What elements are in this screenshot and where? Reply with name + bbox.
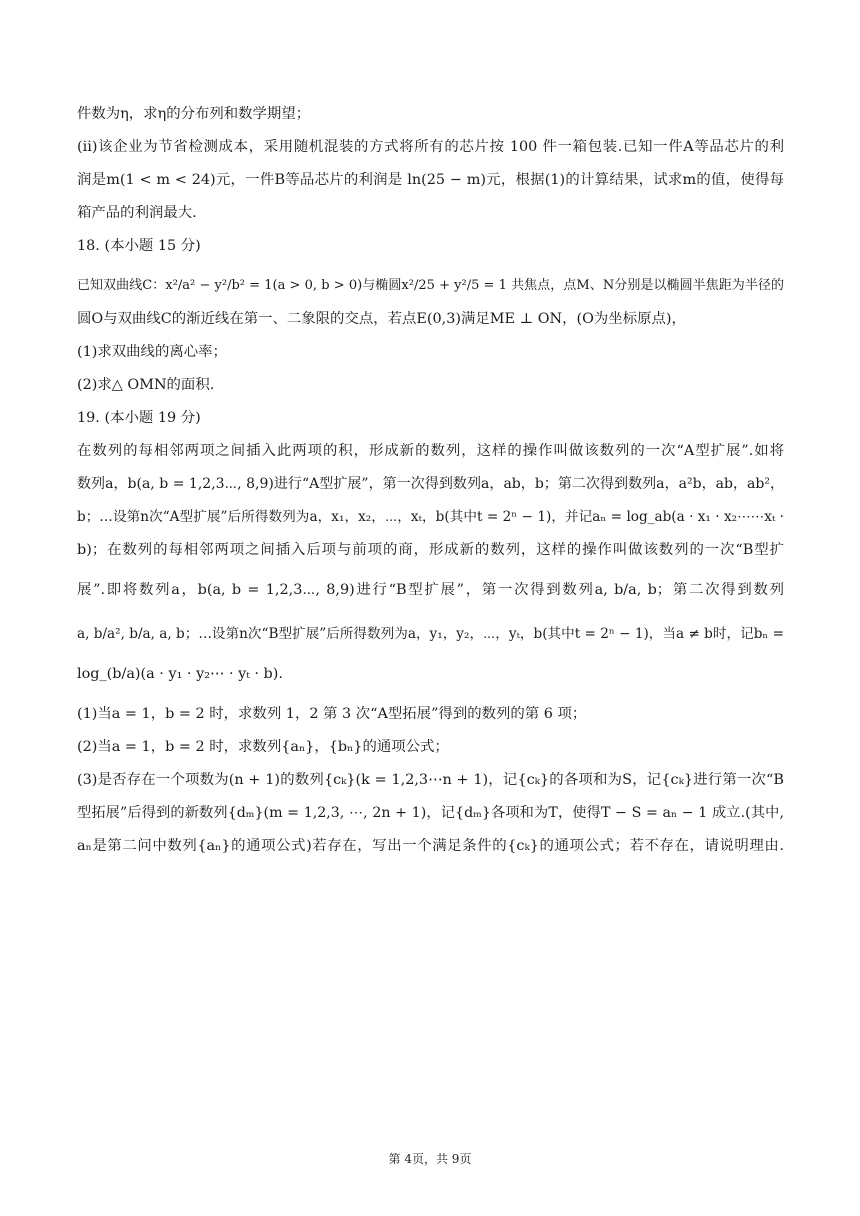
text-line-13: b；…设第n次“A型扩展”后所得数列为a，x₁，x₂，⋯，xₜ，b(其中t = 2ⁿ − 1)，并记aₙ = log_ab(a · x₁ · x₂⋯⋯xₜ · bbox=[77, 509, 784, 525]
text-line-14: b)；在数列的每相邻两项之间插入后项与前项的商，形成新的数列，这样的操作叫做该数列的一次“B型扩 bbox=[77, 542, 784, 558]
problem-18-heading: 18. (本小题 15 分) bbox=[77, 238, 201, 254]
text-line-7: 圆O与双曲线C的渐近线在第一、二象限的交点，若点E(0,3)满足ME ⊥ ON，(O为坐标原点)， bbox=[77, 311, 686, 327]
text-line-20: (3)是否存在一个项数为(n + 1)的数列{cₖ}(k = 1,2,3⋯n + 1)，记{cₖ}的各项和为S，记{cₖ}进行第一次“B bbox=[77, 772, 784, 788]
text-line-9: (2)求△ OMN的面积. bbox=[77, 377, 215, 393]
text-line-16: a, b/a², b/a, a, b；…设第n次“B型扩展”后所得数列为a，y₁，y₂，⋯，yₜ，b(其中t = 2ⁿ − 1)，当a ≠ b时，记bₙ = bbox=[77, 626, 784, 642]
problem-19-heading: 19. (本小题 19 分) bbox=[77, 410, 201, 426]
text-line-3: 润是m(1 < m < 24)元，一件B等品芯片的利润是 ln(25 − m)元，根据(1)的计算结果，试求m的值，使得每 bbox=[77, 172, 784, 188]
text-line-22: aₙ是第二问中数列{aₙ}的通项公式)若存在，写出一个满足条件的{cₖ}的通项公式；若不存在，请说明理由. bbox=[77, 838, 784, 854]
text-line-11: 在数列的每相邻两项之间插入此两项的积，形成新的数列，这样的操作叫做该数列的一次“A型扩展”.如将 bbox=[77, 443, 784, 459]
text-line-6: 已知双曲线C：x²/a² − y²/b² = 1(a > 0, b > 0)与椭圆x²/25 + y²/5 = 1 共焦点，点M、N分别是以椭圆半焦距为半径的 bbox=[77, 278, 784, 293]
text-line-21: 型拓展”后得到的新数列{dₘ}(m = 1,2,3, ⋯, 2n + 1)，记{dₘ}各项和为T，使得T − S = aₙ − 1 成立.(其中, bbox=[77, 805, 784, 821]
text-line-19: (2)当a = 1，b = 2 时，求数列{aₙ}，{bₙ}的通项公式； bbox=[77, 739, 449, 755]
page-footer: 第 4页，共 9页 bbox=[388, 1152, 472, 1166]
text-line-8: (1)求双曲线的离心率； bbox=[77, 344, 227, 360]
text-line-1: 件数为η，求η的分布列和数学期望； bbox=[77, 106, 311, 122]
text-line-4: 箱产品的利润最大. bbox=[77, 205, 197, 221]
text-line-17: log_(b/a)(a · y₁ · y₂⋯ · yₜ · b). bbox=[77, 666, 283, 682]
text-line-12: 数列a，b(a, b = 1,2,3⋯, 8,9)进行“A型扩展”，第一次得到数列a，ab，b；第二次得到数列a，a²b，ab，ab²， bbox=[77, 476, 784, 492]
text-line-15: 展”.即将数列a，b(a, b = 1,2,3⋯, 8,9)进行“B型扩展”，第一次得到数列a, b/a, b；第二次得到数列 bbox=[77, 582, 784, 598]
text-line-18: (1)当a = 1，b = 2 时，求数列 1，2 第 3 次“A型拓展”得到的数列的第 6 项； bbox=[77, 706, 587, 722]
text-line-2: (ii)该企业为节省检测成本，采用随机混装的方式将所有的芯片按 100 件一箱包装.已知一件A等品芯片的利 bbox=[77, 139, 784, 155]
